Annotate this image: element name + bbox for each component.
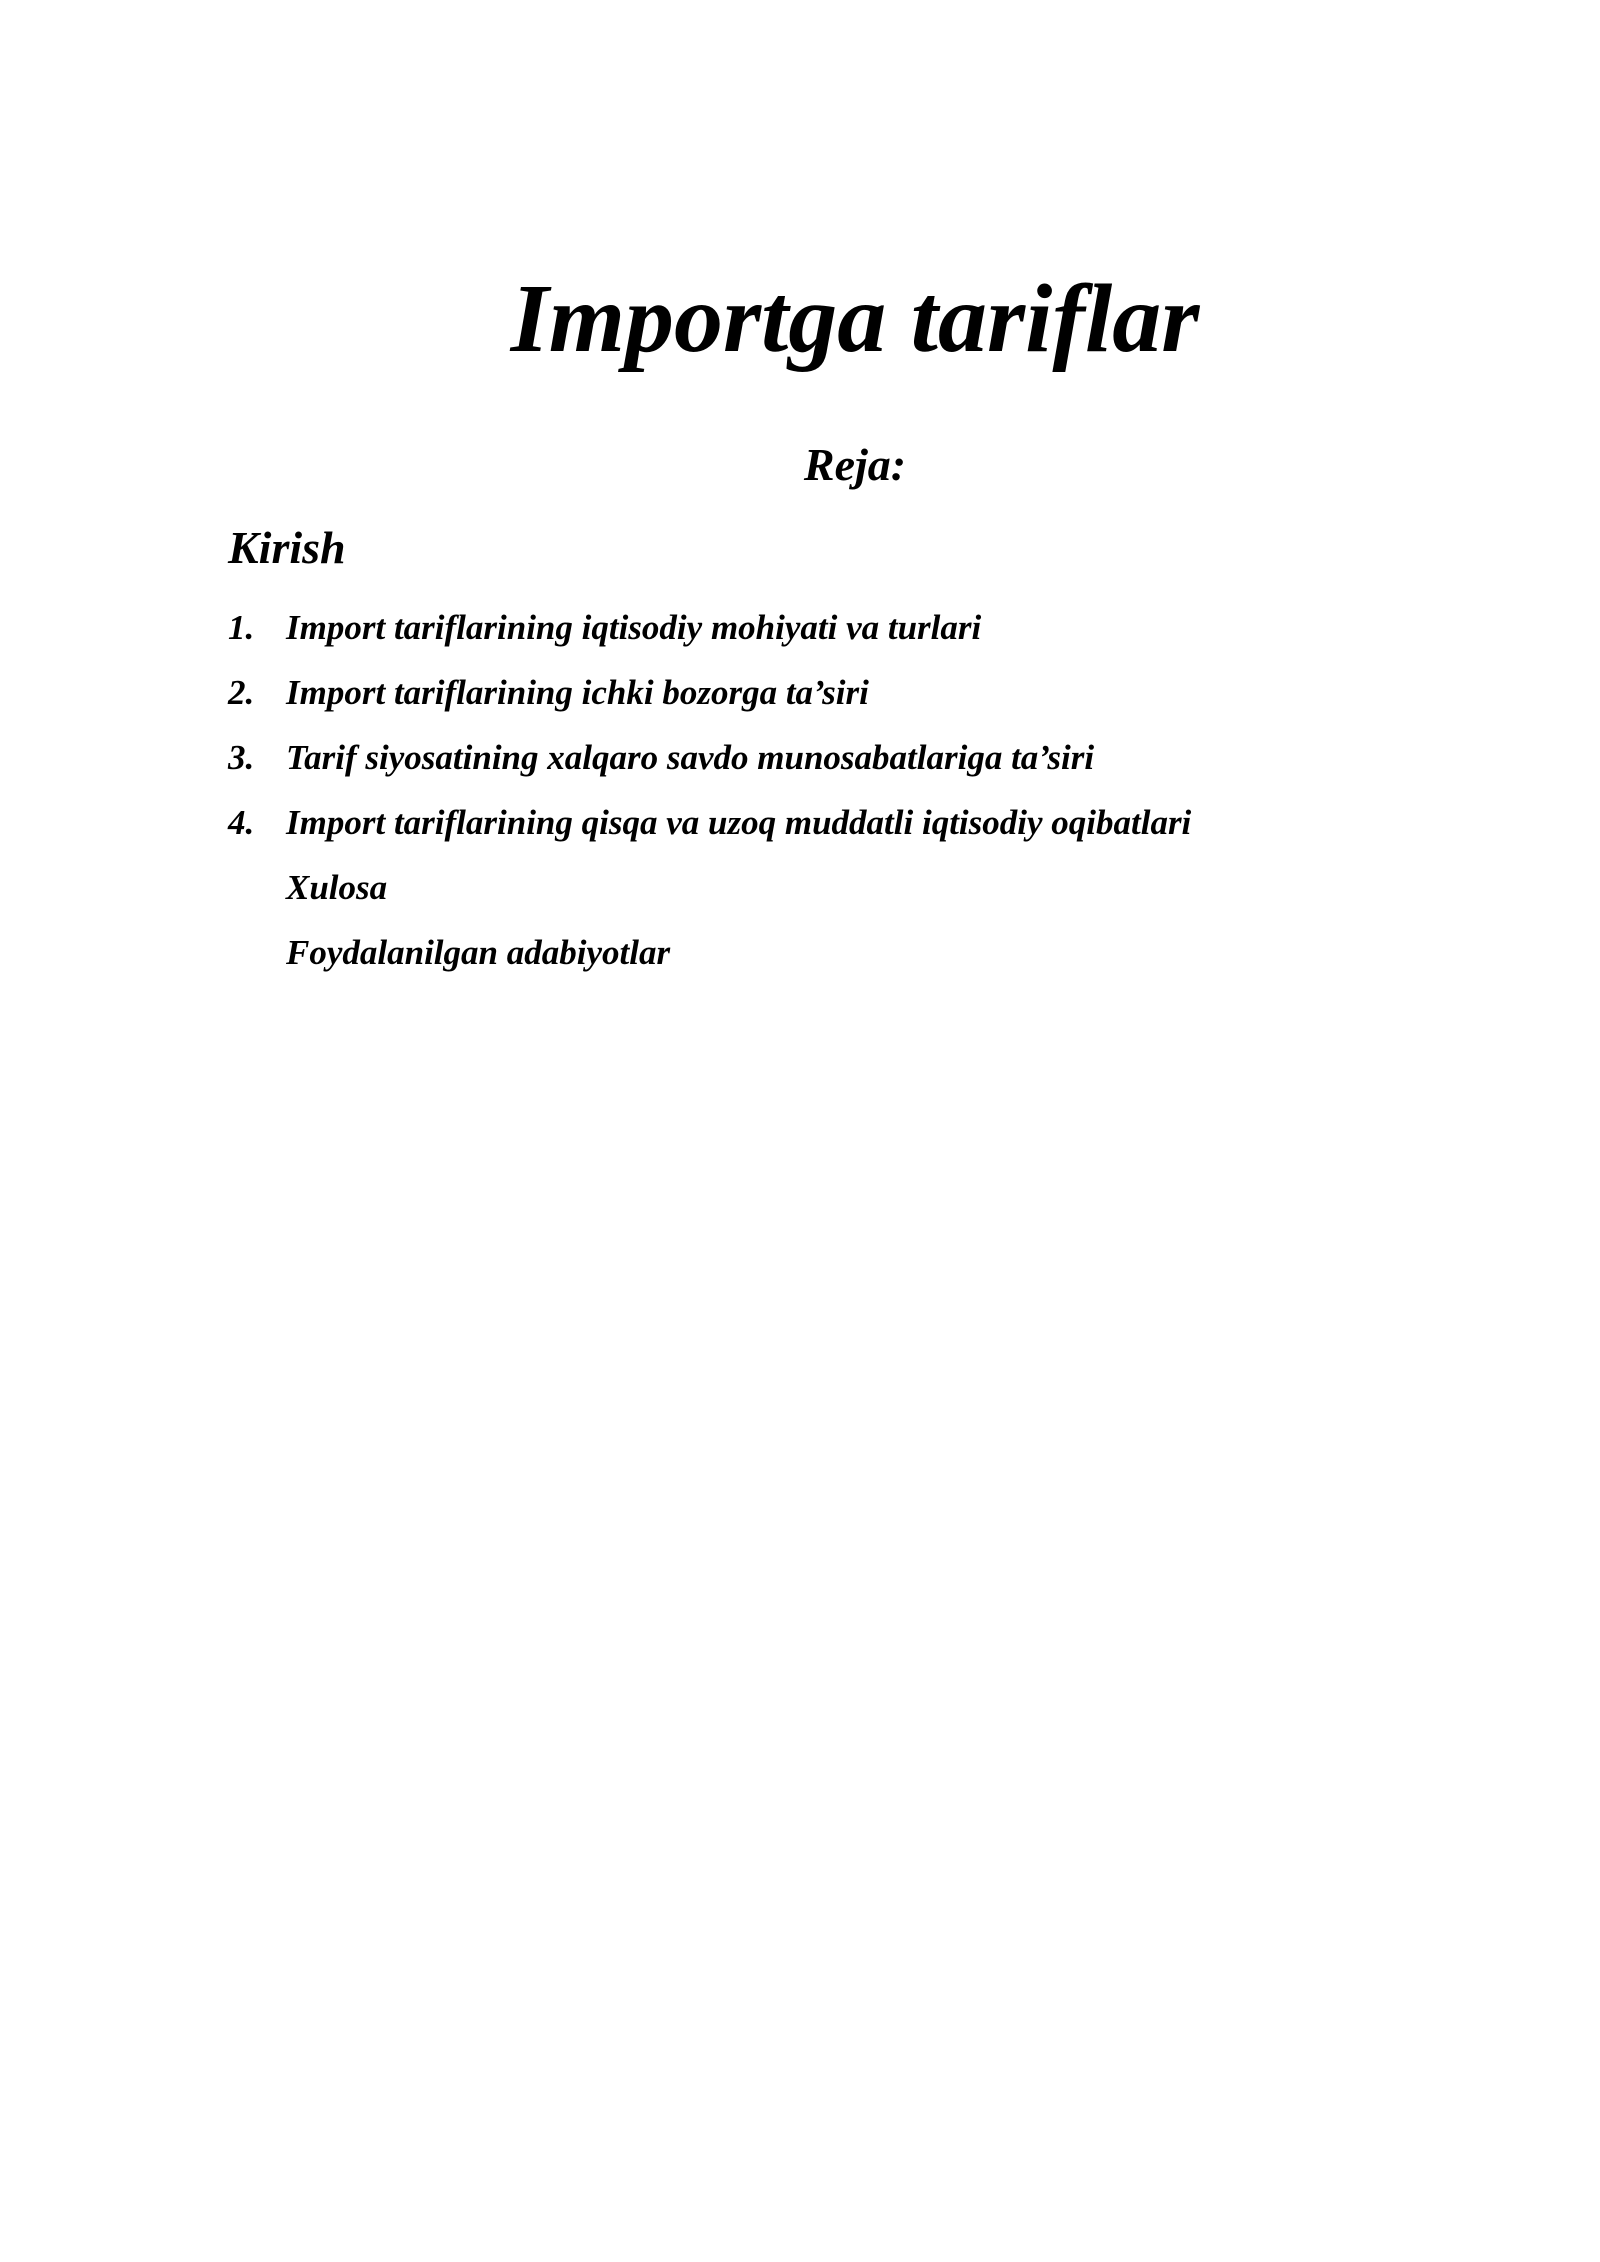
intro-heading: Kirish	[228, 522, 346, 573]
plan-item-number: 1.	[228, 608, 255, 647]
plan-item-2	[228, 675, 1191, 740]
plan-item-number: 2.	[228, 673, 255, 712]
plan-item-number: 4.	[228, 803, 255, 842]
plan-item-label: Import tariflarining ichki bozorga ta’siri	[286, 673, 869, 712]
plan-item-label: Import tariflarining qisqa va uzoq muddatli iqtisodiy oqibatlari	[286, 803, 1192, 842]
plan-item-conclusion	[228, 870, 1191, 935]
document-title: Importga tariflar	[510, 265, 1200, 373]
plan-item-1	[228, 610, 1191, 675]
plan-item-references	[228, 935, 1191, 1000]
plan-item-number: 3.	[228, 738, 255, 777]
plan-item-3	[228, 740, 1191, 805]
plan-item-4	[228, 805, 1191, 870]
plan-item-label: Import tariflarining iqtisodiy mohiyati va turlari	[286, 608, 982, 647]
plan-heading: Reja:	[803, 439, 907, 490]
plan-list	[228, 610, 1191, 1000]
plan-item-label: Tarif siyosatining xalqaro savdo munosabatlariga ta’siri	[286, 738, 1095, 777]
plan-item-label: Xulosa	[286, 868, 388, 907]
plan-item-label: Foydalanilgan adabiyotlar	[286, 933, 671, 972]
